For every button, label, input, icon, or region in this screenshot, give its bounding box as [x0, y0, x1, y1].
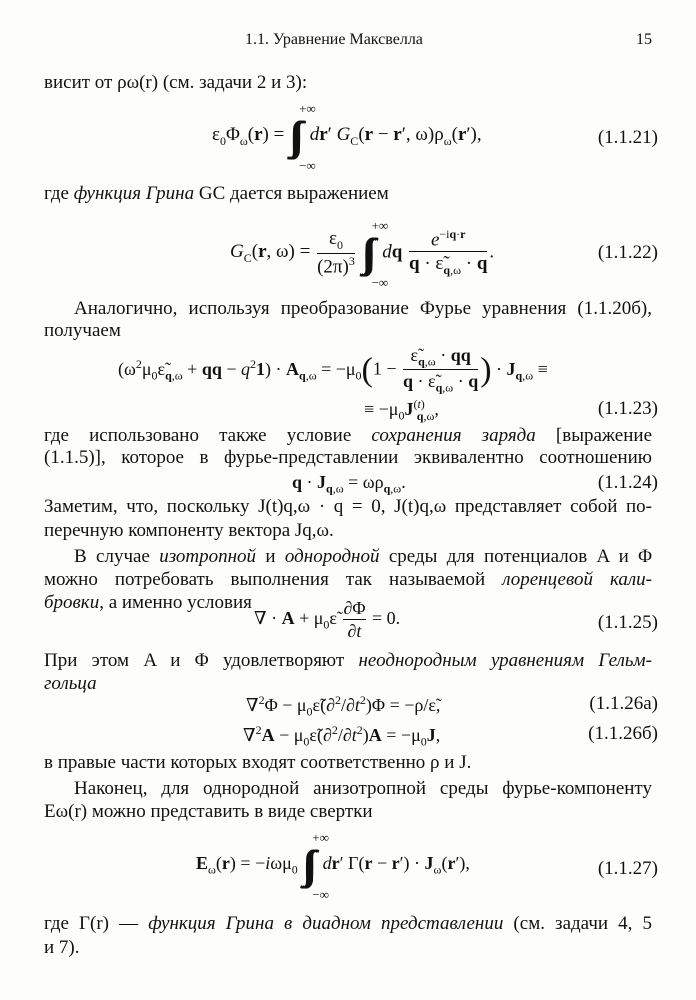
equation-number: (1.1.22) [597, 242, 658, 263]
equation-number: (1.1.26б) [588, 723, 658, 744]
equation-1-1-23a: ($\omega^2\mu_0\varepsiloñ_{q,\omega}$ + qq − $q^21) \cdot A_{q,\omega} = -\mu_0(1$ − $\frac{\varepsiloñ_{q,\omega} \cdot qq}{q \cdot \varepsiloñ_{q,\omega} \cdot q}$ ) · $J_{q,\omega}$ ≡ [118, 345, 548, 395]
text-line: Аналогично, используя преобразование Фурье уравнения (1.1.20б), [74, 298, 652, 319]
equation-1-1-26b: $\nabla^2A - \mu_0\varepsiloñ(\partial^2/\partial t^2)A = -\mu_0J$, [243, 723, 441, 749]
text-line: Наконец, для однородной анизотропной среды фурье-компоненту [74, 778, 652, 799]
equation-1-1-22: $G_C(r$, ω) = $\frac{\varepsilon_0}{(2\pi)^3}$ ∫∫∫ +∞ −∞ dq $\frac{e^{-iq\cdot r}}{q \cdot \varepsiloñ_{q,\omega} \cdot q}$ . [230, 217, 495, 290]
text-line: можно потребовать выполнения так называемой лоренцевой кали- [44, 569, 652, 590]
equation-1-1-25: ∇ · $A + \mu_0\varepsiloñ$ $\frac{\partial\Phi}{\partial t}$ = 0. [254, 598, 401, 641]
triple-integral: ∫∫∫ +∞ −∞ [302, 830, 329, 902]
equation-number: (1.1.24) [597, 472, 658, 493]
triple-integral: ∫∫∫ +∞ −∞ [289, 101, 316, 173]
text-line: где Γ(r) — функция Грина в диадном представлении (см. задачи 4, 5 [44, 913, 652, 934]
text-line: висит от ρω(r) (см. задачи 2 и 3): [44, 72, 308, 93]
text-line: бровки, а именно условия [44, 592, 252, 613]
text-line: В случае изотропной и однородной среды для потенциалов A и Φ [74, 546, 652, 567]
running-title: 1.1. Уравнение Максвелла [245, 31, 423, 48]
text-line: гольца [44, 673, 97, 694]
text-line: перечную компоненту вектора Jq,ω. [44, 520, 334, 541]
text-line: При этом A и Φ удовлетворяют неоднородным уравнениям Гельм- [44, 650, 652, 671]
page-number: 15 [636, 31, 652, 48]
equation-1-1-21: $\varepsilon_0\Phi_\omega(r)$ = ∫∫∫ +∞ −∞ dr′ $G_C(r - r'$, $\omega)\rho_\omega(r')$, [212, 101, 482, 173]
equation-number: (1.1.23) [597, 398, 658, 419]
equation-number: (1.1.25) [597, 612, 658, 633]
text-line: где использовано также условие сохранения заряда [выражение [44, 425, 652, 446]
text-line: Eω(r) можно представить в виде свертки [44, 801, 373, 822]
text-line: получаем [44, 320, 121, 341]
equation-1-1-23b: ≡ $-\mu_0J^{(t)}_{q,\omega}$, [364, 397, 439, 423]
equation-1-1-26a: $\nabla^2\Phi - \mu_0\varepsiloñ(\partial^2/\partial t^2)\Phi$ = −ρ/ε̃, [246, 693, 441, 719]
text-line: (1.1.5)], которое в фурье-представлении эквивалентно соотношению [44, 447, 652, 468]
equation-number: (1.1.26a) [589, 693, 658, 714]
text-line: Заметим, что, поскольку J(t)q,ω · q = 0, J(t)q,ω представляет собой по- [44, 496, 652, 517]
text-line: где функция Грина GC дается выражением [44, 183, 389, 204]
text-line: в правые части которых входят соответственно ρ и J. [44, 752, 472, 773]
triple-integral: ∫∫∫ +∞ −∞ [361, 217, 389, 290]
equation-number: (1.1.21) [597, 127, 658, 148]
equation-number: (1.1.27) [597, 858, 658, 879]
text-line: и 7). [44, 937, 80, 958]
equation-1-1-27: $E_\omega(r) = -i\omega\mu_0$ ∫∫∫ +∞ −∞ dr′ $\Gamma(r - r') \cdot J_\omega(r')$, [196, 830, 470, 902]
equation-1-1-24: $q \cdot J_{q,\omega} = \omega\rho_{q,\omega}$. [292, 472, 406, 496]
